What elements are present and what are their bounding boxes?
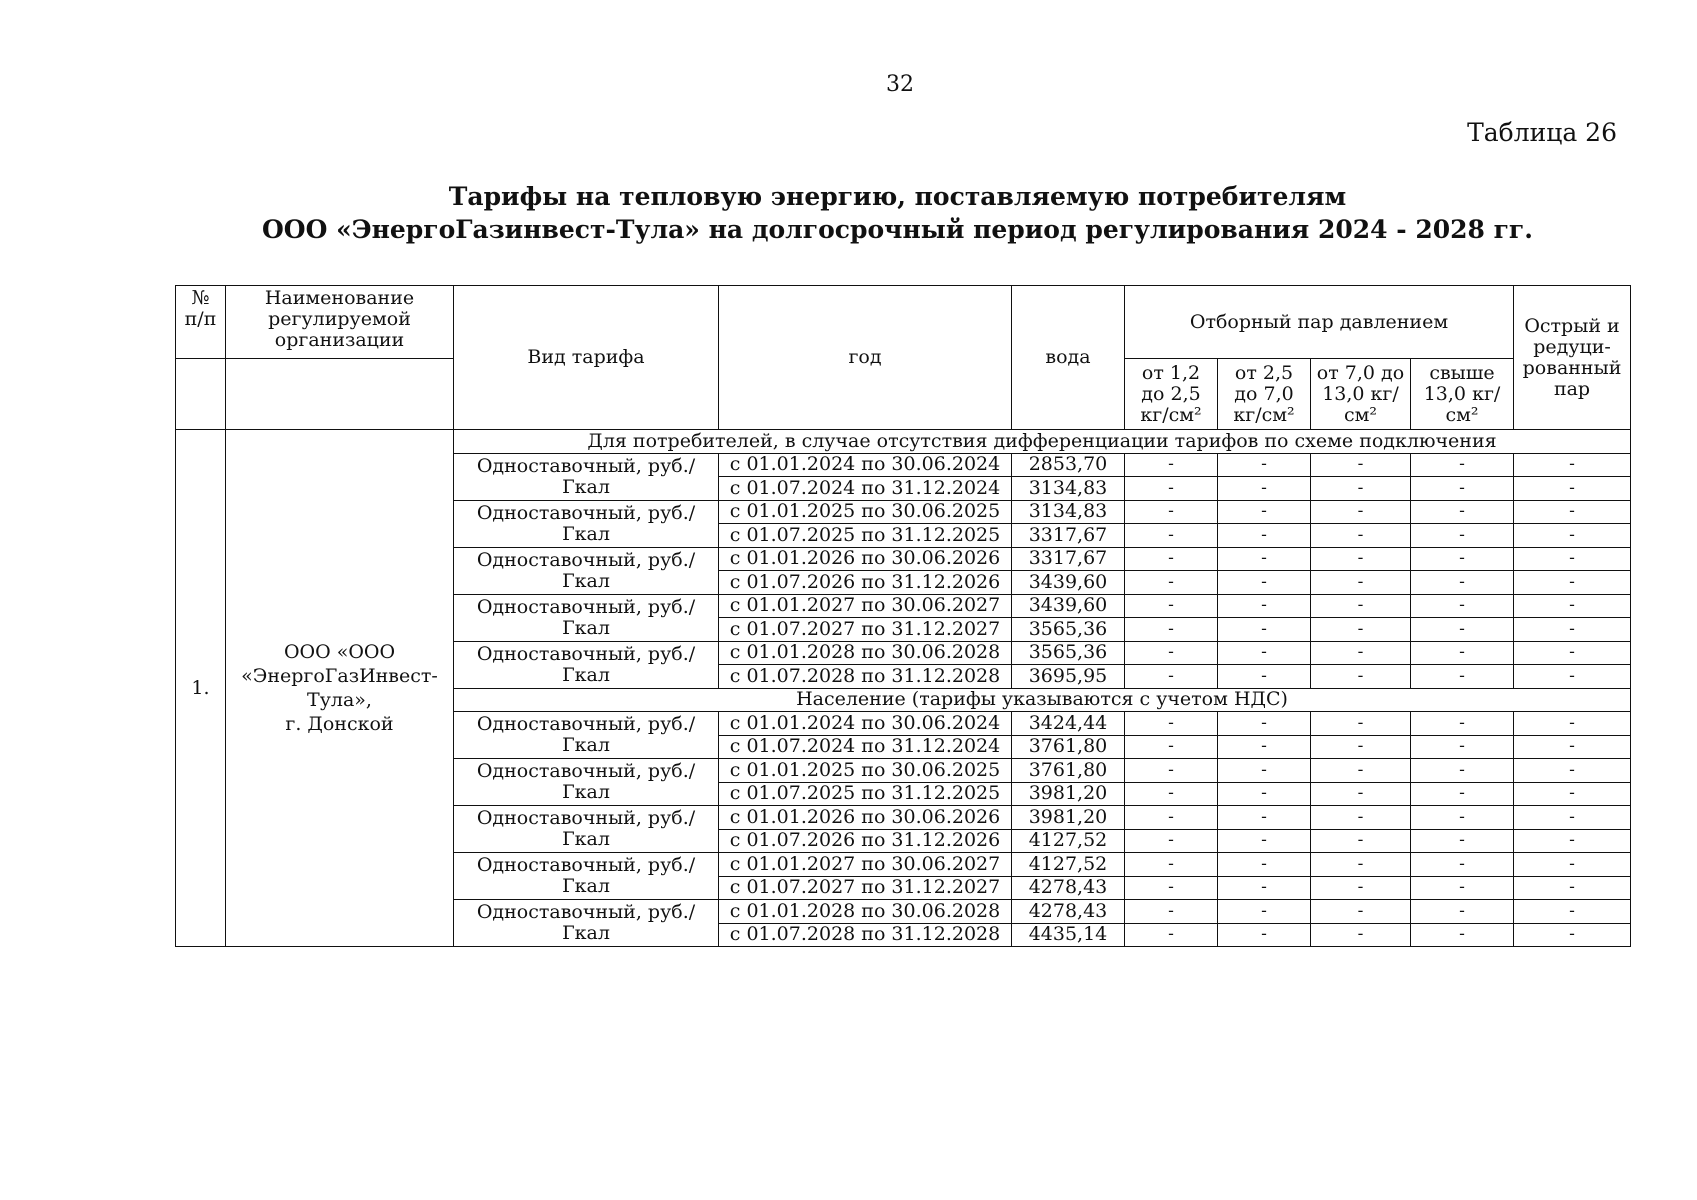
water-tariff-cell: 3695,95 xyxy=(1012,665,1125,689)
empty-value-cell: - xyxy=(1218,594,1311,618)
empty-value-cell: - xyxy=(1125,641,1218,665)
empty-value-cell: - xyxy=(1218,782,1311,806)
water-tariff-cell: 2853,70 xyxy=(1012,453,1125,477)
empty-value-cell: - xyxy=(1218,900,1311,924)
tariff-type-cell: Одноставочный, руб./Гкал xyxy=(454,500,719,547)
empty-value-cell: - xyxy=(1311,665,1411,689)
period-cell: с 01.01.2028 по 30.06.2028 xyxy=(719,900,1012,924)
period-cell: с 01.07.2026 по 31.12.2026 xyxy=(719,829,1012,853)
water-tariff-cell: 3981,20 xyxy=(1012,782,1125,806)
empty-value-cell: - xyxy=(1311,618,1411,642)
empty-value-cell: - xyxy=(1411,735,1514,759)
period-cell: с 01.01.2024 по 30.06.2024 xyxy=(719,453,1012,477)
empty-value-cell: - xyxy=(1514,500,1631,524)
empty-value-cell: - xyxy=(1514,665,1631,689)
empty-value-cell: - xyxy=(1514,547,1631,571)
empty-value-cell: - xyxy=(1125,900,1218,924)
period-cell: с 01.07.2026 по 31.12.2026 xyxy=(719,571,1012,595)
empty-value-cell: - xyxy=(1311,782,1411,806)
water-tariff-cell: 3439,60 xyxy=(1012,571,1125,595)
tariff-type-cell: Одноставочный, руб./Гкал xyxy=(454,453,719,500)
empty-value-cell: - xyxy=(1514,524,1631,548)
period-cell: с 01.01.2027 по 30.06.2027 xyxy=(719,594,1012,618)
row-number: 1. xyxy=(176,430,226,947)
water-tariff-cell: 3317,67 xyxy=(1012,524,1125,548)
section-title: Население (тарифы указываются с учетом НДС) xyxy=(454,688,1631,712)
empty-value-cell: - xyxy=(1125,876,1218,900)
empty-value-cell: - xyxy=(1218,547,1311,571)
empty-value-cell: - xyxy=(1411,524,1514,548)
period-cell: с 01.07.2024 по 31.12.2024 xyxy=(719,735,1012,759)
water-tariff-cell: 3424,44 xyxy=(1012,712,1125,736)
empty-value-cell: - xyxy=(1218,500,1311,524)
table-label: Таблица 26 xyxy=(1467,118,1617,147)
empty-value-cell: - xyxy=(1514,876,1631,900)
period-cell: с 01.01.2025 по 30.06.2025 xyxy=(719,500,1012,524)
period-cell: с 01.01.2028 по 30.06.2028 xyxy=(719,641,1012,665)
empty-value-cell: - xyxy=(1125,547,1218,571)
header-row-1 xyxy=(176,286,1631,359)
period-cell: с 01.07.2027 по 31.12.2027 xyxy=(719,618,1012,642)
empty-value-cell: - xyxy=(1311,876,1411,900)
header-pressure-2: от 2,5 до 7,0 кг/см² xyxy=(1218,359,1311,430)
header-year: год xyxy=(719,286,1012,430)
empty-value-cell: - xyxy=(1514,923,1631,947)
empty-value-cell: - xyxy=(1311,500,1411,524)
empty-value-cell: - xyxy=(1125,453,1218,477)
empty-value-cell: - xyxy=(1411,712,1514,736)
water-tariff-cell: 4435,14 xyxy=(1012,923,1125,947)
empty-value-cell: - xyxy=(1411,759,1514,783)
empty-value-cell: - xyxy=(1125,665,1218,689)
empty-value-cell: - xyxy=(1311,735,1411,759)
empty-value-cell: - xyxy=(1311,477,1411,501)
water-tariff-cell: 3439,60 xyxy=(1012,594,1125,618)
empty-value-cell: - xyxy=(1514,806,1631,830)
empty-value-cell: - xyxy=(1311,453,1411,477)
organization-line: Тула», xyxy=(307,689,372,711)
empty-value-cell: - xyxy=(1218,876,1311,900)
empty-value-cell: - xyxy=(1218,712,1311,736)
empty-value-cell: - xyxy=(1311,712,1411,736)
tariff-type-cell: Одноставочный, руб./Гкал xyxy=(454,594,719,641)
empty-value-cell: - xyxy=(1514,453,1631,477)
empty-value-cell: - xyxy=(1311,524,1411,548)
empty-value-cell: - xyxy=(1125,618,1218,642)
period-cell: с 01.07.2028 по 31.12.2028 xyxy=(719,923,1012,947)
empty-value-cell: - xyxy=(1125,524,1218,548)
empty-value-cell: - xyxy=(1411,665,1514,689)
organization-line: г. Донской xyxy=(285,713,394,735)
tariff-type-cell: Одноставочный, руб./Гкал xyxy=(454,900,719,947)
section-title: Для потребителей, в случае отсутствия дифференциации тарифов по схеме подключения xyxy=(454,430,1631,454)
empty-value-cell: - xyxy=(1311,900,1411,924)
water-tariff-cell: 3565,36 xyxy=(1012,618,1125,642)
empty-value-cell: - xyxy=(1514,594,1631,618)
water-tariff-cell: 3134,83 xyxy=(1012,477,1125,501)
empty-value-cell: - xyxy=(1514,853,1631,877)
empty-value-cell: - xyxy=(1218,571,1311,595)
period-cell: с 01.01.2026 по 30.06.2026 xyxy=(719,547,1012,571)
header-num: № п/п xyxy=(176,286,226,359)
empty-value-cell: - xyxy=(1411,500,1514,524)
header-steam-group: Отборный пар давлением xyxy=(1125,286,1514,359)
empty-value-cell: - xyxy=(1125,477,1218,501)
tariff-table xyxy=(175,285,1631,947)
empty-value-cell: - xyxy=(1514,735,1631,759)
organization-name xyxy=(226,430,454,947)
water-tariff-cell: 4127,52 xyxy=(1012,853,1125,877)
water-tariff-cell: 4127,52 xyxy=(1012,829,1125,853)
header-sharp-steam: Острый и редуци-рованный пар xyxy=(1514,286,1631,430)
empty-value-cell: - xyxy=(1218,759,1311,783)
empty-value-cell: - xyxy=(1411,641,1514,665)
header-num-blank xyxy=(176,359,226,430)
empty-value-cell: - xyxy=(1411,571,1514,595)
empty-value-cell: - xyxy=(1514,759,1631,783)
tariff-type-cell: Одноставочный, руб./Гкал xyxy=(454,547,719,594)
empty-value-cell: - xyxy=(1311,829,1411,853)
empty-value-cell: - xyxy=(1218,853,1311,877)
empty-value-cell: - xyxy=(1311,641,1411,665)
header-org-blank xyxy=(226,359,454,430)
empty-value-cell: - xyxy=(1125,782,1218,806)
water-tariff-cell: 3134,83 xyxy=(1012,500,1125,524)
empty-value-cell: - xyxy=(1411,453,1514,477)
empty-value-cell: - xyxy=(1311,806,1411,830)
empty-value-cell: - xyxy=(1311,547,1411,571)
empty-value-cell: - xyxy=(1411,853,1514,877)
water-tariff-cell: 3761,80 xyxy=(1012,759,1125,783)
empty-value-cell: - xyxy=(1218,453,1311,477)
empty-value-cell: - xyxy=(1514,712,1631,736)
empty-value-cell: - xyxy=(1411,806,1514,830)
empty-value-cell: - xyxy=(1514,618,1631,642)
empty-value-cell: - xyxy=(1125,759,1218,783)
title-line-2: ООО «ЭнергоГазинвест-Тула» на долгосрочный период регулирования 2024 - 2028 гг. xyxy=(262,215,1533,244)
tariff-type-cell: Одноставочный, руб./Гкал xyxy=(454,853,719,900)
period-cell: с 01.07.2028 по 31.12.2028 xyxy=(719,665,1012,689)
empty-value-cell: - xyxy=(1411,477,1514,501)
section-row xyxy=(176,430,1631,454)
header-pressure-1: от 1,2 до 2,5 кг/см² xyxy=(1125,359,1218,430)
tariff-type-cell: Одноставочный, руб./Гкал xyxy=(454,759,719,806)
table-body xyxy=(176,430,1631,947)
tariff-type-cell: Одноставочный, руб./Гкал xyxy=(454,806,719,853)
empty-value-cell: - xyxy=(1218,618,1311,642)
empty-value-cell: - xyxy=(1125,712,1218,736)
empty-value-cell: - xyxy=(1411,876,1514,900)
period-cell: с 01.07.2024 по 31.12.2024 xyxy=(719,477,1012,501)
water-tariff-cell: 4278,43 xyxy=(1012,876,1125,900)
tariff-type-cell: Одноставочный, руб./Гкал xyxy=(454,712,719,759)
title-line-1: Тарифы на тепловую энергию, поставляемую потребителям xyxy=(448,182,1347,211)
empty-value-cell: - xyxy=(1514,571,1631,595)
empty-value-cell: - xyxy=(1311,853,1411,877)
empty-value-cell: - xyxy=(1311,759,1411,783)
empty-value-cell: - xyxy=(1514,641,1631,665)
empty-value-cell: - xyxy=(1218,641,1311,665)
header-org: Наименование регулируемой организации xyxy=(226,286,454,359)
empty-value-cell: - xyxy=(1218,735,1311,759)
organization-line: «ЭнергоГазИнвест- xyxy=(241,665,438,687)
empty-value-cell: - xyxy=(1411,782,1514,806)
empty-value-cell: - xyxy=(1411,829,1514,853)
empty-value-cell: - xyxy=(1514,782,1631,806)
empty-value-cell: - xyxy=(1125,829,1218,853)
empty-value-cell: - xyxy=(1125,806,1218,830)
empty-value-cell: - xyxy=(1125,571,1218,595)
organization-line: ООО «ООО xyxy=(283,641,396,663)
empty-value-cell: - xyxy=(1514,900,1631,924)
empty-value-cell: - xyxy=(1411,618,1514,642)
empty-value-cell: - xyxy=(1125,500,1218,524)
empty-value-cell: - xyxy=(1125,923,1218,947)
empty-value-cell: - xyxy=(1514,829,1631,853)
empty-value-cell: - xyxy=(1125,853,1218,877)
header-water: вода xyxy=(1012,286,1125,430)
water-tariff-cell: 3761,80 xyxy=(1012,735,1125,759)
empty-value-cell: - xyxy=(1218,829,1311,853)
empty-value-cell: - xyxy=(1311,923,1411,947)
empty-value-cell: - xyxy=(1411,547,1514,571)
empty-value-cell: - xyxy=(1411,900,1514,924)
period-cell: с 01.07.2027 по 31.12.2027 xyxy=(719,876,1012,900)
empty-value-cell: - xyxy=(1311,594,1411,618)
period-cell: с 01.01.2027 по 30.06.2027 xyxy=(719,853,1012,877)
header-pressure-3: от 7,0 до 13,0 кг/см² xyxy=(1311,359,1411,430)
empty-value-cell: - xyxy=(1218,806,1311,830)
empty-value-cell: - xyxy=(1411,594,1514,618)
empty-value-cell: - xyxy=(1311,571,1411,595)
empty-value-cell: - xyxy=(1411,923,1514,947)
empty-value-cell: - xyxy=(1218,477,1311,501)
water-tariff-cell: 3981,20 xyxy=(1012,806,1125,830)
empty-value-cell: - xyxy=(1218,524,1311,548)
period-cell: с 01.07.2025 по 31.12.2025 xyxy=(719,782,1012,806)
period-cell: с 01.01.2024 по 30.06.2024 xyxy=(719,712,1012,736)
period-cell: с 01.01.2026 по 30.06.2026 xyxy=(719,806,1012,830)
document-title xyxy=(175,180,1620,246)
empty-value-cell: - xyxy=(1218,665,1311,689)
empty-value-cell: - xyxy=(1218,923,1311,947)
water-tariff-cell: 3565,36 xyxy=(1012,641,1125,665)
empty-value-cell: - xyxy=(1125,735,1218,759)
period-cell: с 01.01.2025 по 30.06.2025 xyxy=(719,759,1012,783)
water-tariff-cell: 4278,43 xyxy=(1012,900,1125,924)
page-number: 32 xyxy=(886,72,914,97)
header-pressure-4: свыше 13,0 кг/см² xyxy=(1411,359,1514,430)
water-tariff-cell: 3317,67 xyxy=(1012,547,1125,571)
period-cell: с 01.07.2025 по 31.12.2025 xyxy=(719,524,1012,548)
tariff-type-cell: Одноставочный, руб./Гкал xyxy=(454,641,719,688)
header-tariff-type: Вид тарифа xyxy=(454,286,719,430)
empty-value-cell: - xyxy=(1514,477,1631,501)
empty-value-cell: - xyxy=(1125,594,1218,618)
